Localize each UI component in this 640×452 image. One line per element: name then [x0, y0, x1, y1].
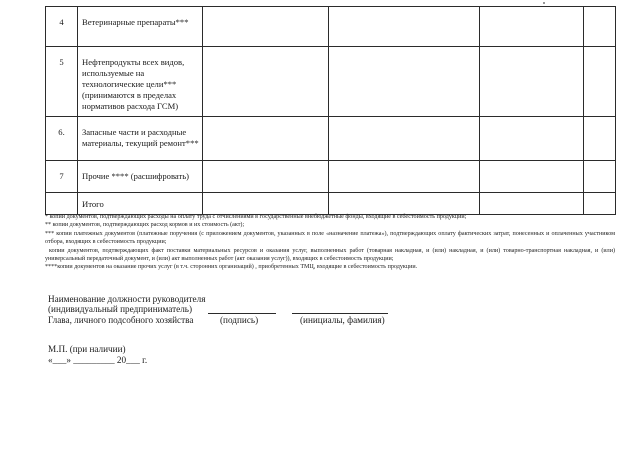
row-number: 6.: [46, 117, 78, 161]
table-cell: [480, 161, 584, 193]
signature-caption: (подпись): [220, 315, 259, 326]
row-item: Итого: [78, 193, 203, 215]
stamp-label: М.П. (при наличии): [48, 344, 126, 355]
position-title: Наименование должности руководителя: [48, 294, 206, 304]
table-row: [46, 7, 616, 47]
table-cell: [329, 7, 480, 47]
table-cell: [203, 193, 329, 215]
table-cell: [584, 7, 616, 47]
date-line: «___» _________ 20___ г.: [48, 354, 148, 365]
table-cell: [480, 117, 584, 161]
row-number: 7: [46, 161, 78, 193]
footnote: ** копии документов, подтверждающих расход кормов и их стоимость (акт);: [45, 222, 245, 229]
footnote: * копии документов, подтверждающих расходы на оплату труда с отчислениями в государственные внебюджетные фонды, входящие в себестоимость продукции;: [45, 214, 467, 220]
row-number: 4: [46, 7, 78, 47]
row-number: 5: [46, 47, 78, 117]
table-row-total: [46, 193, 616, 215]
row-item: Прочие **** (расшифровать): [78, 161, 203, 193]
row-item: Ветеринарные препараты***: [78, 7, 203, 47]
table-cell: [329, 47, 480, 117]
signature-line: [208, 313, 276, 314]
table-row: [46, 161, 616, 193]
table-cell: [329, 161, 480, 193]
cost-table: [45, 6, 616, 215]
table-cell: [480, 47, 584, 117]
initials-caption: (инициалы, фамилия): [300, 315, 385, 326]
initials-line: [292, 313, 388, 314]
table-cell: [329, 117, 480, 161]
table-cell: [203, 47, 329, 117]
row-number: [46, 193, 78, 215]
table-cell: [584, 161, 616, 193]
table-cell: [584, 193, 616, 215]
table-cell: [203, 117, 329, 161]
table-cell: [329, 193, 480, 215]
position-subtitle: (индивидуальный предприниматель): [48, 304, 193, 315]
position-subtitle: Глава, личного подсобного хозяйства: [48, 315, 194, 326]
table-row: [46, 47, 616, 117]
row-item: Нефтепродукты всех видов, используемые на технологические цели*** (принимаются в пределах нормативов расхода ГСМ): [78, 47, 203, 117]
signature-row: [48, 304, 448, 315]
footnote: *** копии платежных документов (платежные поручения (с приложением документов, указанных в поле «назначение платежа»), подтверждающих оплату фактических затрат, понесенных и оплаченных участником отбора, входящих в себестоимость продукции;: [45, 230, 615, 246]
signature-block: [48, 294, 448, 365]
table-cell: [203, 7, 329, 47]
scan-speck: [543, 2, 545, 4]
caption-row: [48, 315, 448, 326]
table-cell: [584, 117, 616, 161]
footnote: ****копии документов на оказание прочих услуг (в т.ч. сторонних организаций) , приобретенных ТМЦ, входящие в себестоимость продукции.: [45, 264, 418, 271]
footnote: копии документов, подтверждающих факт поставки материальных ресурсов и оказания услуг, выполненных работ (товарная накладная, и (или) накладная, и (или) товарно-транспортная накладная, и (или) универсальный передаточный документ, и (или) акт выполненных работ (акт оказания услуг)), входящих в себестоимость продукции;: [45, 247, 615, 263]
footnotes: [45, 213, 615, 272]
row-item: Запасные части и расходные материалы, текущий ремонт***: [78, 117, 203, 161]
table-cell: [480, 193, 584, 215]
table-cell: [480, 7, 584, 47]
table-cell: [584, 47, 616, 117]
table-row: [46, 117, 616, 161]
table-cell: [203, 161, 329, 193]
